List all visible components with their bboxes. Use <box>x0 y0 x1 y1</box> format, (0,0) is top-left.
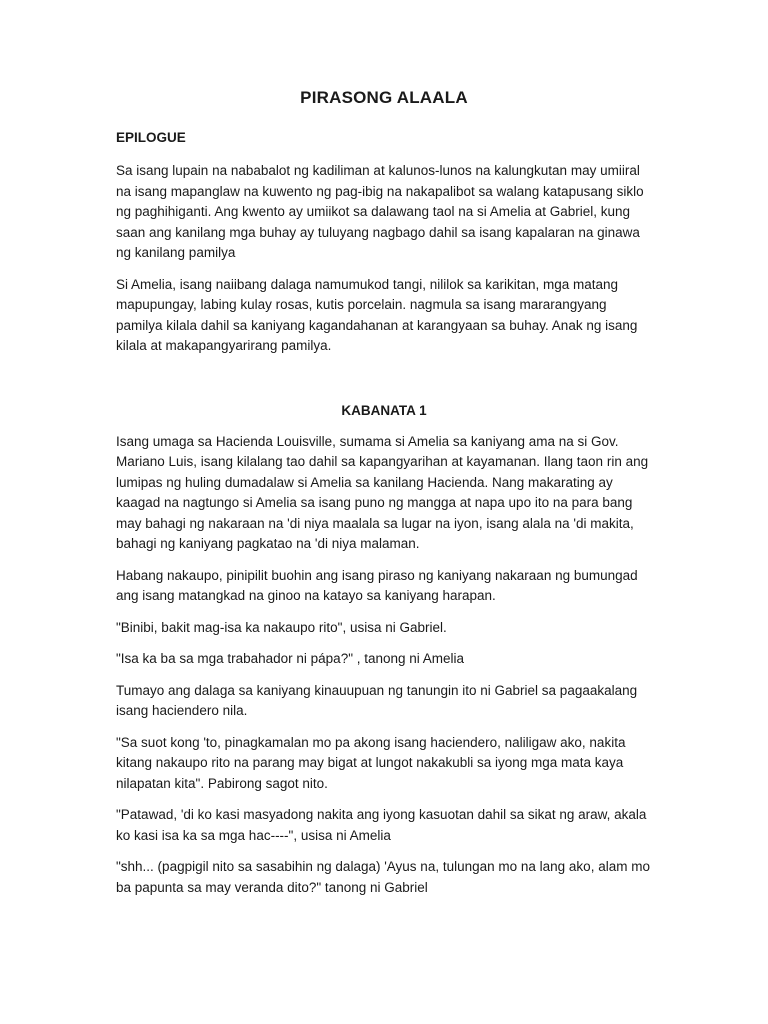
chapter-paragraph-4: "Isa ka ba sa mga trabahador ni pápa?" , tanong ni Amelia <box>116 651 465 666</box>
chapter-paragraph-8: "shh... (pagpigil nito sa sasabihin ng dalaga) 'Ayus na, tulungan mo na lang ako, alam mo ba papunta sa may veranda dito?" tanong ni Gabriel <box>116 859 650 895</box>
chapter-paragraph-2: Habang nakaupo, pinipilit buohin ang isang piraso ng kaniyang nakaraan ng bumungad ang isang matangkad na ginoo na katayo sa kaniyang harapan. <box>116 567 638 603</box>
chapter-paragraph-7: "Patawad, 'di ko kasi masyadong nakita ang iyong kasuotan dahil sa sikat ng araw, akala ko kasi isa ka sa mga hac----", usisa ni Amelia <box>116 807 647 843</box>
chapter-heading: KABANATA 1 <box>341 402 427 418</box>
epilogue-paragraph-1: Sa isang lupain na nababalot ng kadiliman at kalunos-lunos na kalungkutan may umiiral na isang mapanglaw na kuwento ng pag-ibig na nakapalibot sa walang katapusang siklo ng paghihiganti. Ang kwento ay umiikot sa dalawang taol na si Amelia at Gabriel, kung saan ang kanilang mga buhay ay tuluyang nagbago dahil sa isang kapalaran na ginawa ng kanilang pamilya <box>116 163 644 260</box>
document-title: PIRASONG ALAALA <box>300 88 468 107</box>
chapter-paragraph-6: "Sa suot kong 'to, pinagkamalan mo pa akong isang haciendero, naliligaw ako, nakita kitang nakaupo rito na parang may bigat at lungot nakakubli sa iyong mga mata kaya nilapatan kita". Pabirong sagot nito. <box>116 734 626 791</box>
chapter-paragraph-1: Isang umaga sa Hacienda Louisville, sumama si Amelia sa kaniyang ama na si Gov. Mariano Luis, isang kilalang tao dahil sa kapangyarihan at kayamanan. Ilang taon rin ang lumipas ng huling dumadalaw si Amelia sa kanilang Hacienda. Nang makarating ay kaagad na nagtungo si Amelia sa isang puno ng mangga at napa upo ito na para bang may bahagi ng nakaraan na 'di niya maalala sa lugar na iyon, isang alala na 'di makita, bahagi ng kaniyang pagkatao na 'di niya malaman. <box>116 433 649 551</box>
chapter-paragraph-3: "Binibi, bakit mag-isa ka nakaupo rito", usisa ni Gabriel. <box>116 619 447 635</box>
chapter-paragraph-5: Tumayo ang dalaga sa kaniyang kinauupuan ng tanungin ito ni Gabriel sa pagaakalang isang haciendero nila. <box>116 682 638 718</box>
epilogue-heading: EPILOGUE <box>116 130 186 145</box>
epilogue-paragraph-2: Si Amelia, isang naiibang dalaga namumukod tangi, nililok sa karikitan, mga matang mapupungay, labing kulay rosas, kutis porcelain. nagmula sa isang mararangyang pamilya kilala dahil sa kaniyang kagandahanan at karangyaan sa buhay. Anak ng isang kilala at makapangyarirang pamilya. <box>116 276 638 353</box>
